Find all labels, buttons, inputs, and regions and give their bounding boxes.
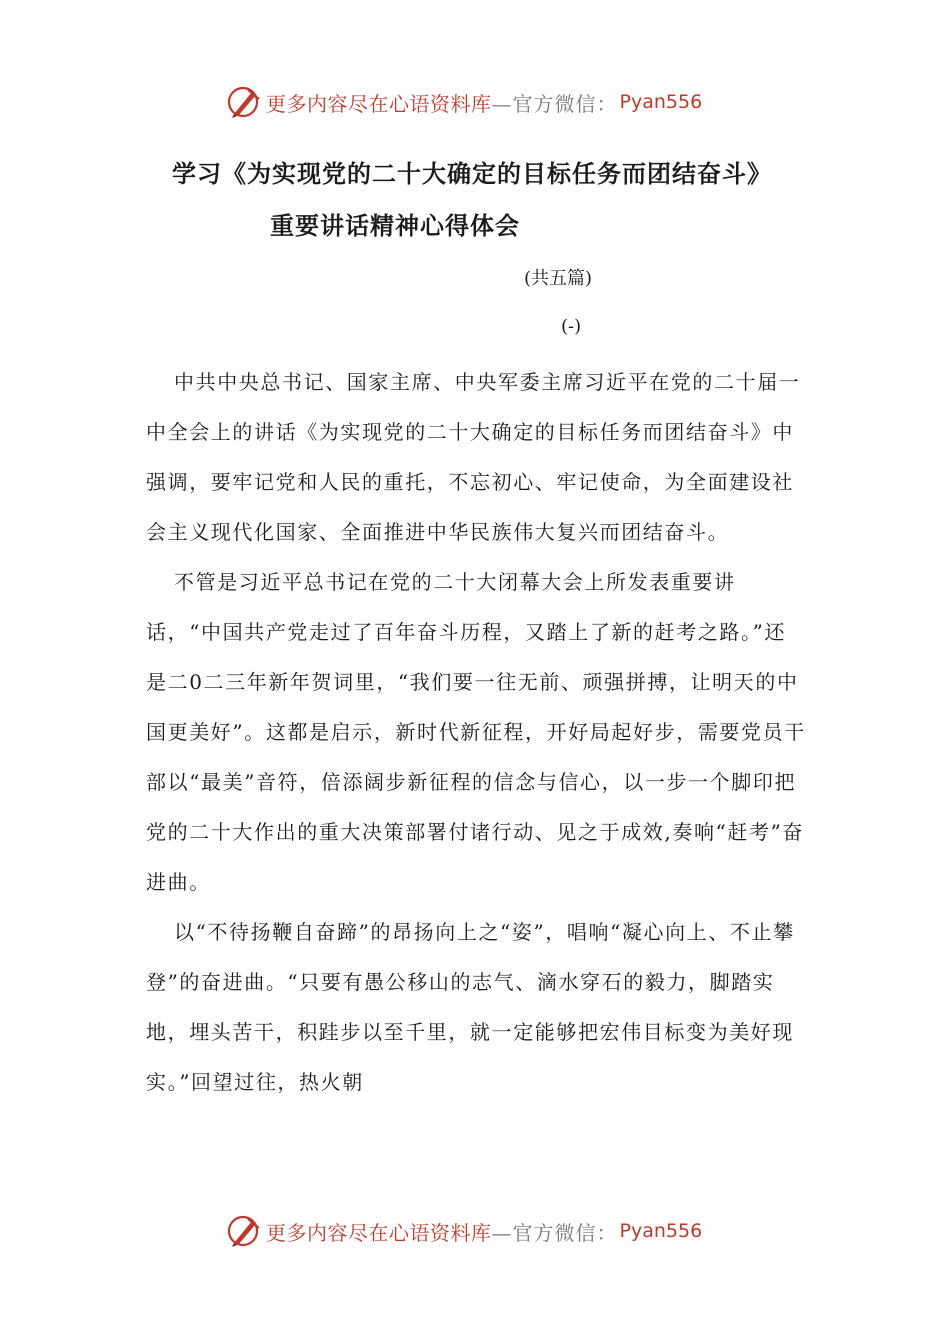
document-body: [146, 357, 806, 1107]
watermark-banner-bottom: [226, 1211, 702, 1251]
watermark-banner-top: [226, 82, 702, 122]
watermark-red-text: 更多内容尽在心语资料库: [266, 1220, 492, 1245]
watermark-gray-text: —官方微信：: [491, 91, 618, 116]
watermark-id-text: Pyan556: [619, 1220, 703, 1242]
section-number: (-): [561, 316, 582, 337]
pen-logo-icon: [226, 84, 262, 120]
document-title-line2: 重要讲话精神心得体会: [270, 211, 520, 240]
paragraph-3: 以“不待扬鞭自奋蹄”的昂扬向上之“姿”，唱响“凝心向上、不止攀登”的奋进曲。“只要有愚公移山的志气、滴水穿石的毅力，脚踏实地，埋头苦干，积跬步以至千里，就一定能够把宏伟目标变为美好现实。”回望过往，热火朝: [146, 920, 795, 1094]
paragraph-1: 中共中央总书记、国家主席、中央军委主席习近平在党的二十届一中全会上的讲话《为实现党的二十大确定的目标任务而团结奋斗》中强调，要牢记党和人民的重托，不忘初心、牢记使命，为全面建设社会主义现代化国家、全面推进中华民族伟大复兴而团结奋斗。: [146, 370, 801, 544]
watermark-red-text: 更多内容尽在心语资料库: [266, 91, 492, 116]
document-subtitle: (共五篇): [524, 268, 593, 289]
watermark-id-text: Pyan556: [619, 91, 703, 113]
pen-logo-icon: [226, 1213, 262, 1249]
watermark-gray-text: —官方微信：: [491, 1220, 618, 1245]
paragraph-2: 不管是习近平总书记在党的二十大闭幕大会上所发表重要讲话，“中国共产党走过了百年奋斗历程，又踏上了新的赶考之路。”还是二0二三年新年贺词里，“我们要一往无前、顽强拼搏，让明天的中国更美好”。这都是启示，新时代新征程，开好局起好步，需要党员干部以“最美”音符，倍添阔步新征程的信念与信心，以一步一个脚印把党的二十大作出的重大决策部署付诸行动、见之于成效,奏响“赶考”奋进曲。: [146, 570, 806, 894]
document-title-line1: 学习《为实现党的二十大确定的目标任务而团结奋斗》: [172, 159, 772, 188]
